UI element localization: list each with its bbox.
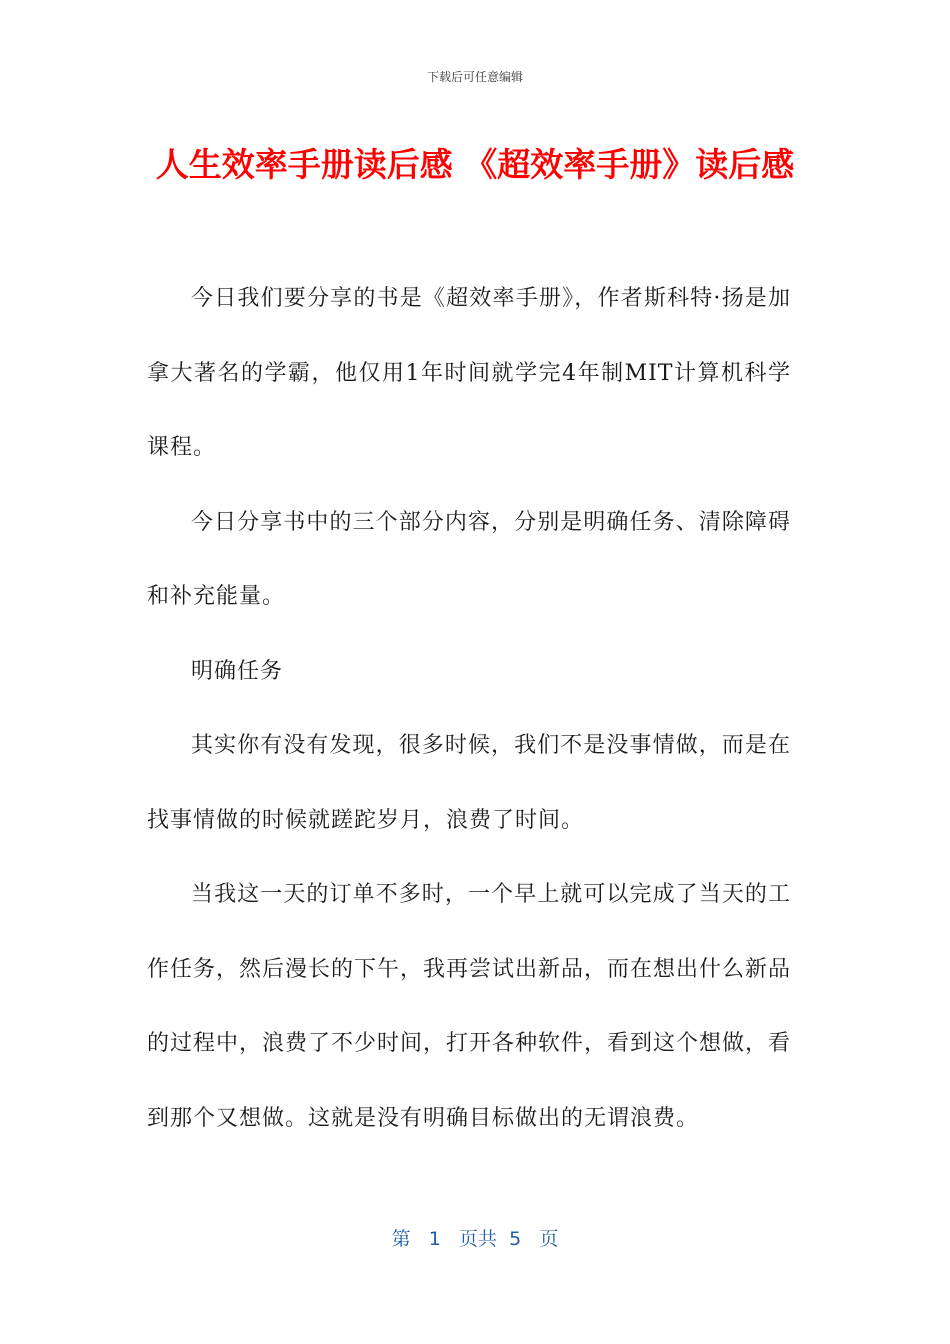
document-title: 人生效率手册读后感 《超效率手册》读后感 [155, 145, 795, 184]
paragraph-intro: 今日我们要分享的书是《超效率手册》，作者斯科特·扬是加拿大著名的学霸，他仅用1年时间就学完4年制MIT计算机科学课程。 [147, 286, 791, 460]
header-note: 下载后可任意编辑 [426, 70, 523, 84]
section-heading: 明确任务 [191, 658, 284, 684]
paragraph-example: 当我这一天的订单不多时，一个早上就可以完成了当天的工作任务，然后漫长的下午，我再尝试出新品，而在想出什么新品的过程中，浪费了不少时间，打开各种软件，看到这个想做，看到那个又想做。这就是没有明确目标做出的无谓浪费。 [147, 882, 792, 1131]
footer-current-page: 1 [428, 1228, 441, 1250]
page-footer [0, 1224, 950, 1251]
paragraph-discovery: 其实你有没有发现，很多时候，我们不是没事情做，而是在找事情做的时候就蹉跎岁月，浪费了时间。 [147, 733, 791, 833]
footer-total-pages: 5 [509, 1228, 522, 1250]
document-body [147, 262, 791, 1156]
footer-suffix: 页 [539, 1228, 559, 1250]
footer-prefix: 第 [391, 1228, 411, 1250]
footer-middle: 页共 [459, 1228, 498, 1250]
paragraph-overview: 今日分享书中的三个部分内容，分别是明确任务、清除障碍和补充能量。 [147, 509, 791, 609]
